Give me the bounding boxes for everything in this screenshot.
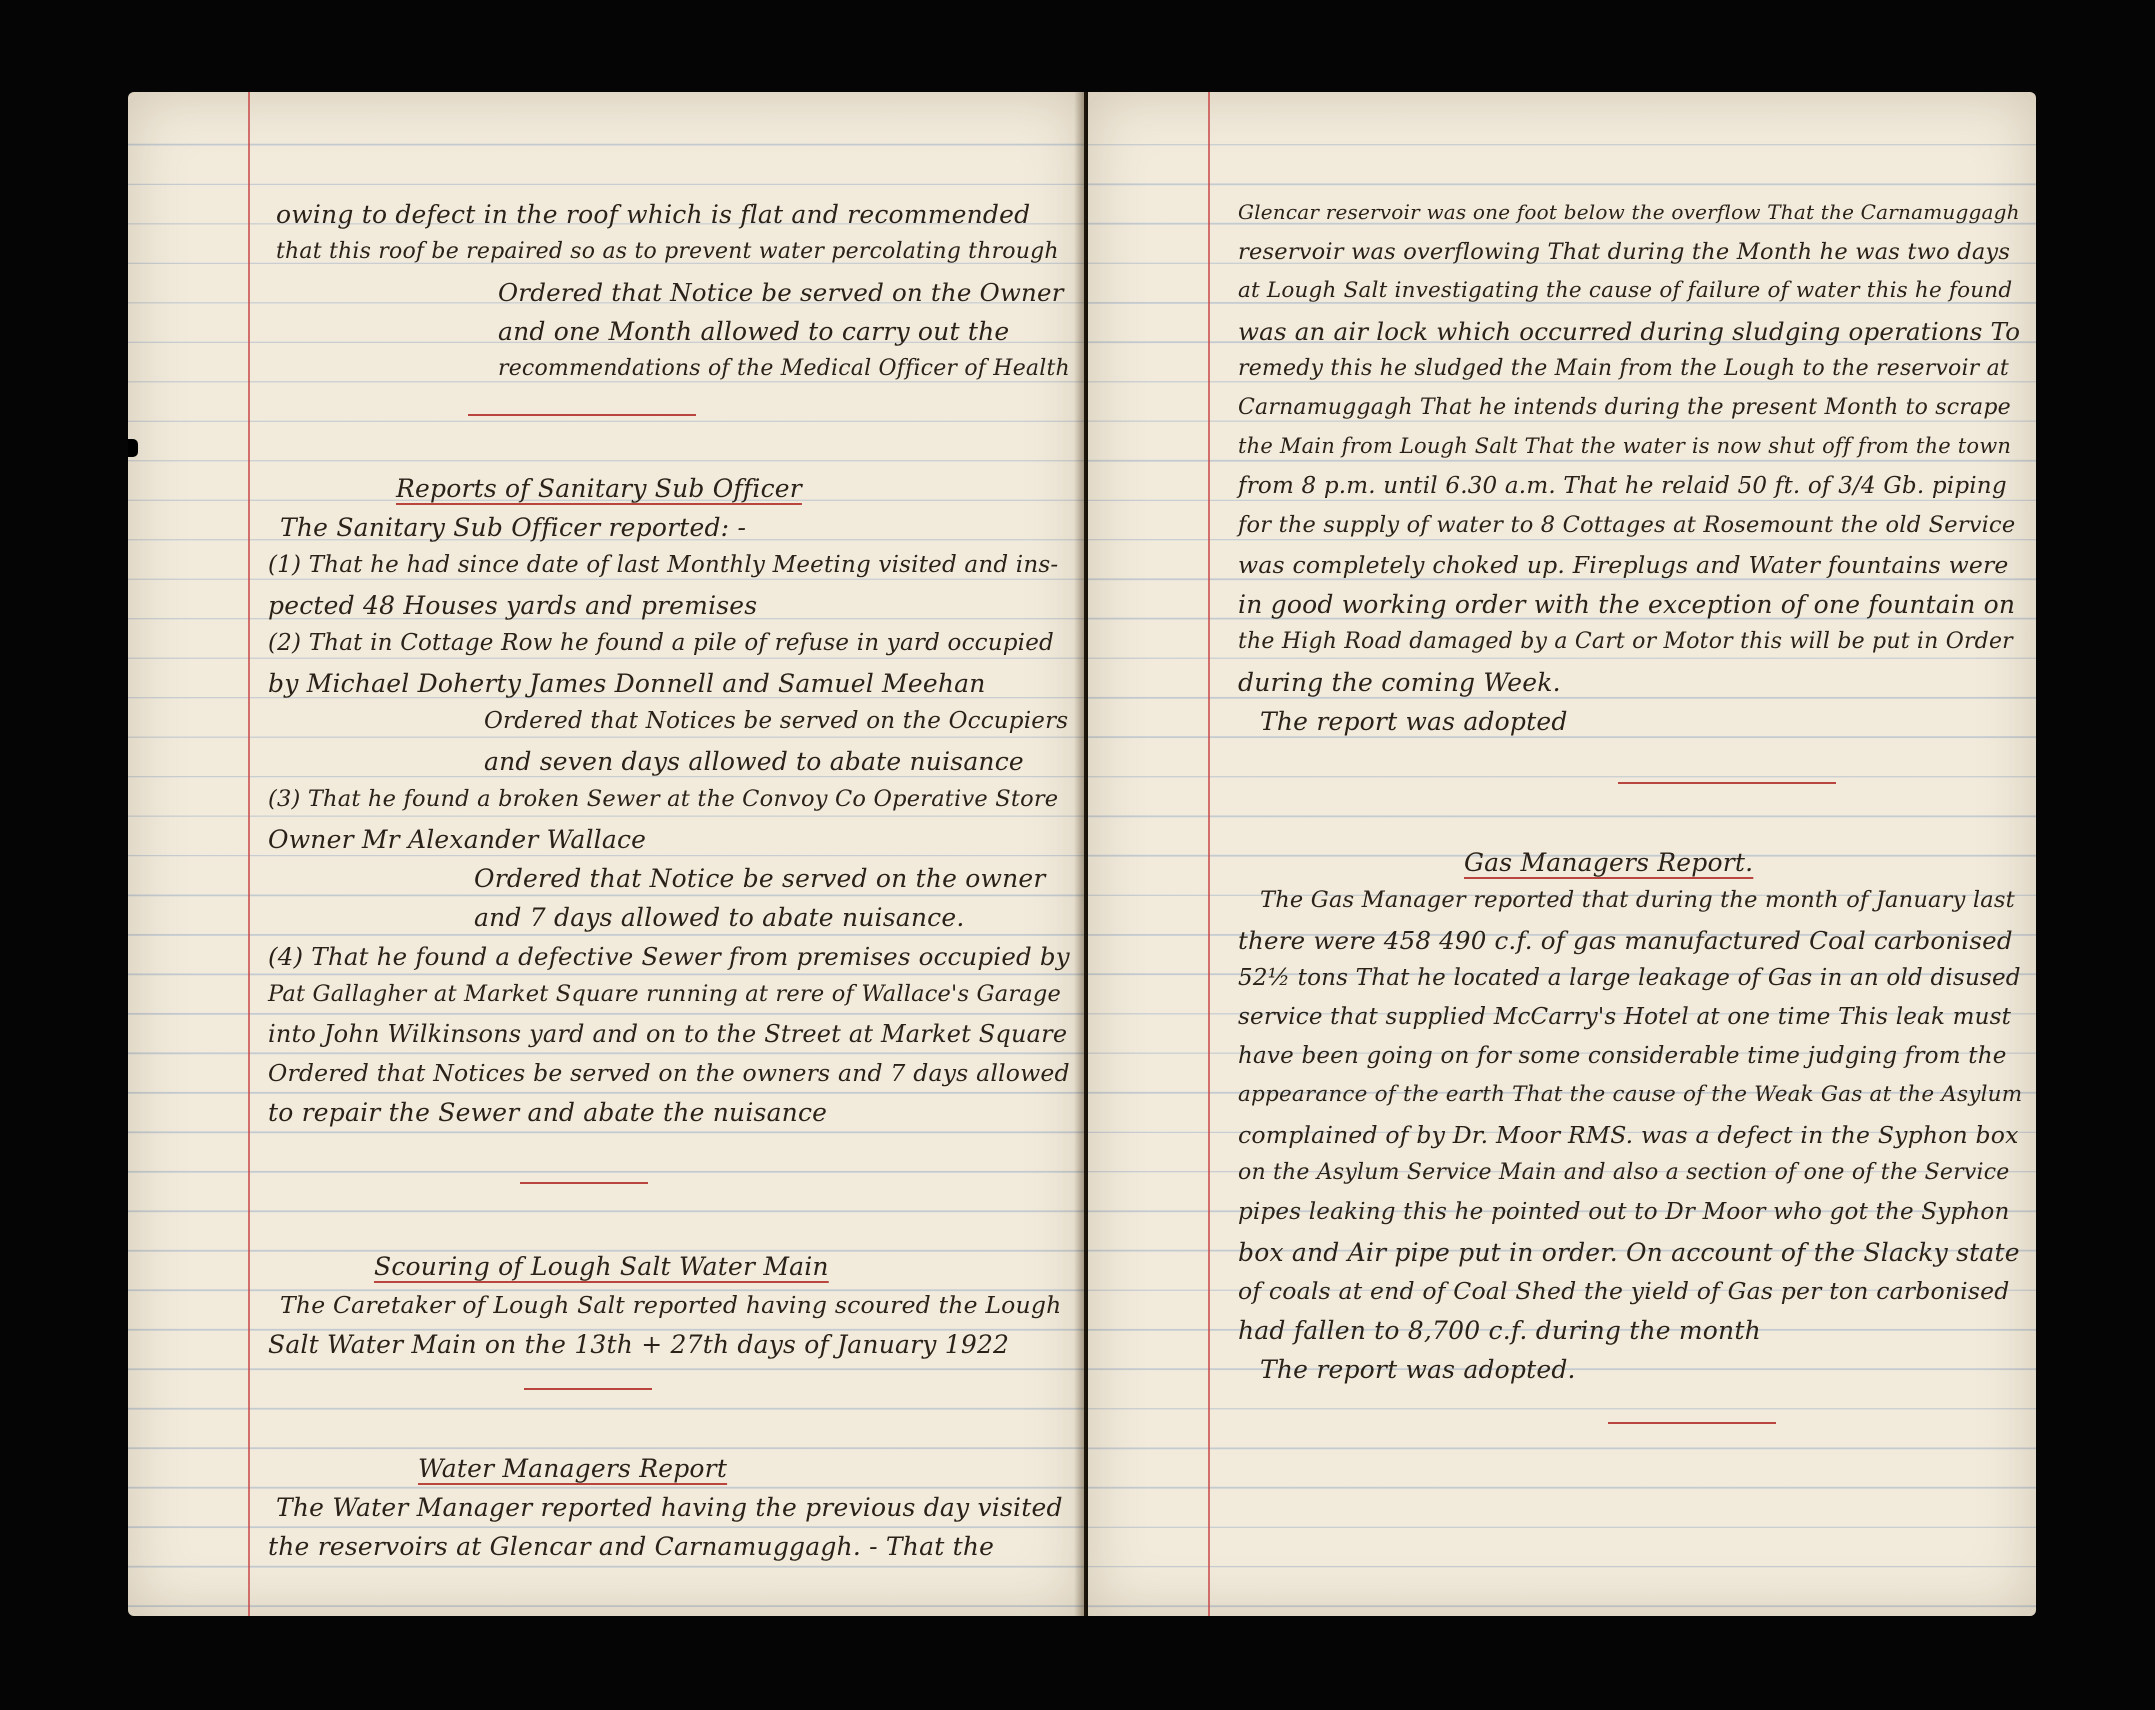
gas-line-6: appearance of the earth That the cause of the Weak Gas at the Asylum [1238,1082,2023,1107]
gas-line-7: complained of by Dr. Moor RMS. was a defect in the Syphon box [1238,1121,2019,1149]
order-1-line-3: recommendations of the Medical Officer of Health [498,356,1070,381]
water-cont-line-4: was an air lock which occurred during sludging operations To [1238,317,2021,346]
gas-line-9: pipes leaking this he pointed out to Dr Moor who got the Syphon [1238,1199,2010,1225]
left-page [128,92,1084,1616]
section-divider-3 [524,1388,652,1390]
section-divider-4 [1618,782,1836,784]
sanitary-heading: Reports of Sanitary Sub Officer [396,474,802,503]
gas-line-5: have been going on for some considerable time judging from the [1238,1043,2007,1069]
gas-line-8: on the Asylum Service Main and also a section of one of the Service [1238,1160,2010,1185]
water-heading: Water Managers Report [418,1454,728,1483]
order-1-line-1: Ordered that Notice be served on the Owner [498,278,1064,307]
gas-line-3: 52½ tons That he located a large leakage of Gas in an old disused [1238,965,2021,991]
order-1-line-2: and one Month allowed to carry out the [498,317,1010,346]
gas-line-1: The Gas Manager reported that during the month of January last [1260,887,2015,913]
water-line-2: the reservoirs at Glencar and Carnamuggagh. - That the [268,1532,995,1561]
water-adopted: The report was adopted [1260,707,1568,736]
item-4-line-4: Ordered that Notices be served on the owners and 7 days allowed [268,1059,1070,1087]
item-3-line-1: (3) That he found a broken Sewer at the Convoy Co Operative Store [268,786,1059,812]
water-cont-line-1: Glencar reservoir was one foot below the overflow That the Carnamuggagh [1238,200,2020,224]
water-cont-line-3: at Lough Salt investigating the cause of failure of water this he found [1238,278,2013,303]
left-line-1: owing to defect in the roof which is flat and recommended [276,200,1031,229]
minute-book [128,92,2036,1616]
water-cont-line-12: the High Road damaged by a Cart or Motor this will be put in Order [1238,629,2013,654]
water-cont-line-6: Carnamuggagh That he intends during the present Month to scrape [1238,395,2011,420]
binding-punch-hole [128,439,138,457]
left-margin-line [248,92,250,1616]
item-3-line-2: Owner Mr Alexander Wallace [268,825,647,854]
water-cont-line-9: for the supply of water to 8 Cottages at Rosemount the old Service [1238,512,2016,538]
left-line-2: that this roof be repaired so as to prevent water percolating through [276,239,1059,264]
gas-line-12: had fallen to 8,700 c.f. during the month [1238,1316,1761,1345]
water-line-1: The Water Manager reported having the previous day visited [276,1493,1063,1522]
sanitary-intro: The Sanitary Sub Officer reported: - [280,513,747,542]
gas-adopted: The report was adopted. [1260,1355,1576,1384]
scouring-line-2: Salt Water Main on the 13th + 27th days of January 1922 [268,1330,1010,1359]
gas-line-10: box and Air pipe put in order. On account of the Slacky state [1238,1238,2020,1267]
section-divider-2 [520,1182,648,1184]
item-4-line-2: Pat Gallagher at Market Square running at rere of Wallace's Garage [268,981,1062,1007]
right-page [1088,92,2036,1616]
order-3-line-1: Ordered that Notice be served on the owner [474,864,1046,893]
item-4-line-1: (4) That he found a defective Sewer from premises occupied by [268,942,1070,971]
water-cont-line-10: was completely choked up. Fireplugs and Water fountains were [1238,551,2009,579]
scouring-line-1: The Caretaker of Lough Salt reported having scoured the Lough [280,1291,1062,1319]
order-2-line-2: and seven days allowed to abate nuisance [484,747,1024,776]
right-margin-line [1208,92,1210,1616]
water-cont-line-13: during the coming Week. [1238,668,1561,697]
section-divider-1 [468,414,696,416]
order-2-line-1: Ordered that Notices be served on the Occupiers [484,708,1069,734]
scouring-heading: Scouring of Lough Salt Water Main [374,1252,829,1281]
item-4-line-5: to repair the Sewer and abate the nuisance [268,1098,828,1127]
section-divider-5 [1608,1422,1776,1424]
gas-line-2: there were 458 490 c.f. of gas manufactured Coal carbonised [1238,926,2013,955]
water-cont-line-2: reservoir was overflowing That during the Month he was two days [1238,239,2011,265]
gas-heading: Gas Managers Report. [1464,848,1754,877]
gas-line-11: of coals at end of Coal Shed the yield of Gas per ton carbonised [1238,1277,2010,1305]
water-cont-line-7: the Main from Lough Salt That the water is now shut off from the town [1238,434,2012,458]
item-2-line-1: (2) That in Cottage Row he found a pile of refuse in yard occupied [268,630,1054,656]
water-cont-line-8: from 8 p.m. until 6.30 a.m. That he relaid 50 ft. of 3/4 Gb. piping [1238,473,2007,499]
water-cont-line-11: in good working order with the exception of one fountain on [1238,590,2016,619]
item-1-line-2: pected 48 Houses yards and premises [268,591,758,620]
item-2-line-2: by Michael Doherty James Donnell and Samuel Meehan [268,669,986,698]
water-cont-line-5: remedy this he sludged the Main from the Lough to the reservoir at [1238,356,2009,381]
item-4-line-3: into John Wilkinsons yard and on to the Street at Market Square [268,1020,1068,1048]
gas-line-4: service that supplied McCarry's Hotel at one time This leak must [1238,1004,2012,1030]
item-1-line-1: (1) That he had since date of last Monthly Meeting visited and ins- [268,552,1059,578]
order-3-line-2: and 7 days allowed to abate nuisance. [474,903,965,932]
